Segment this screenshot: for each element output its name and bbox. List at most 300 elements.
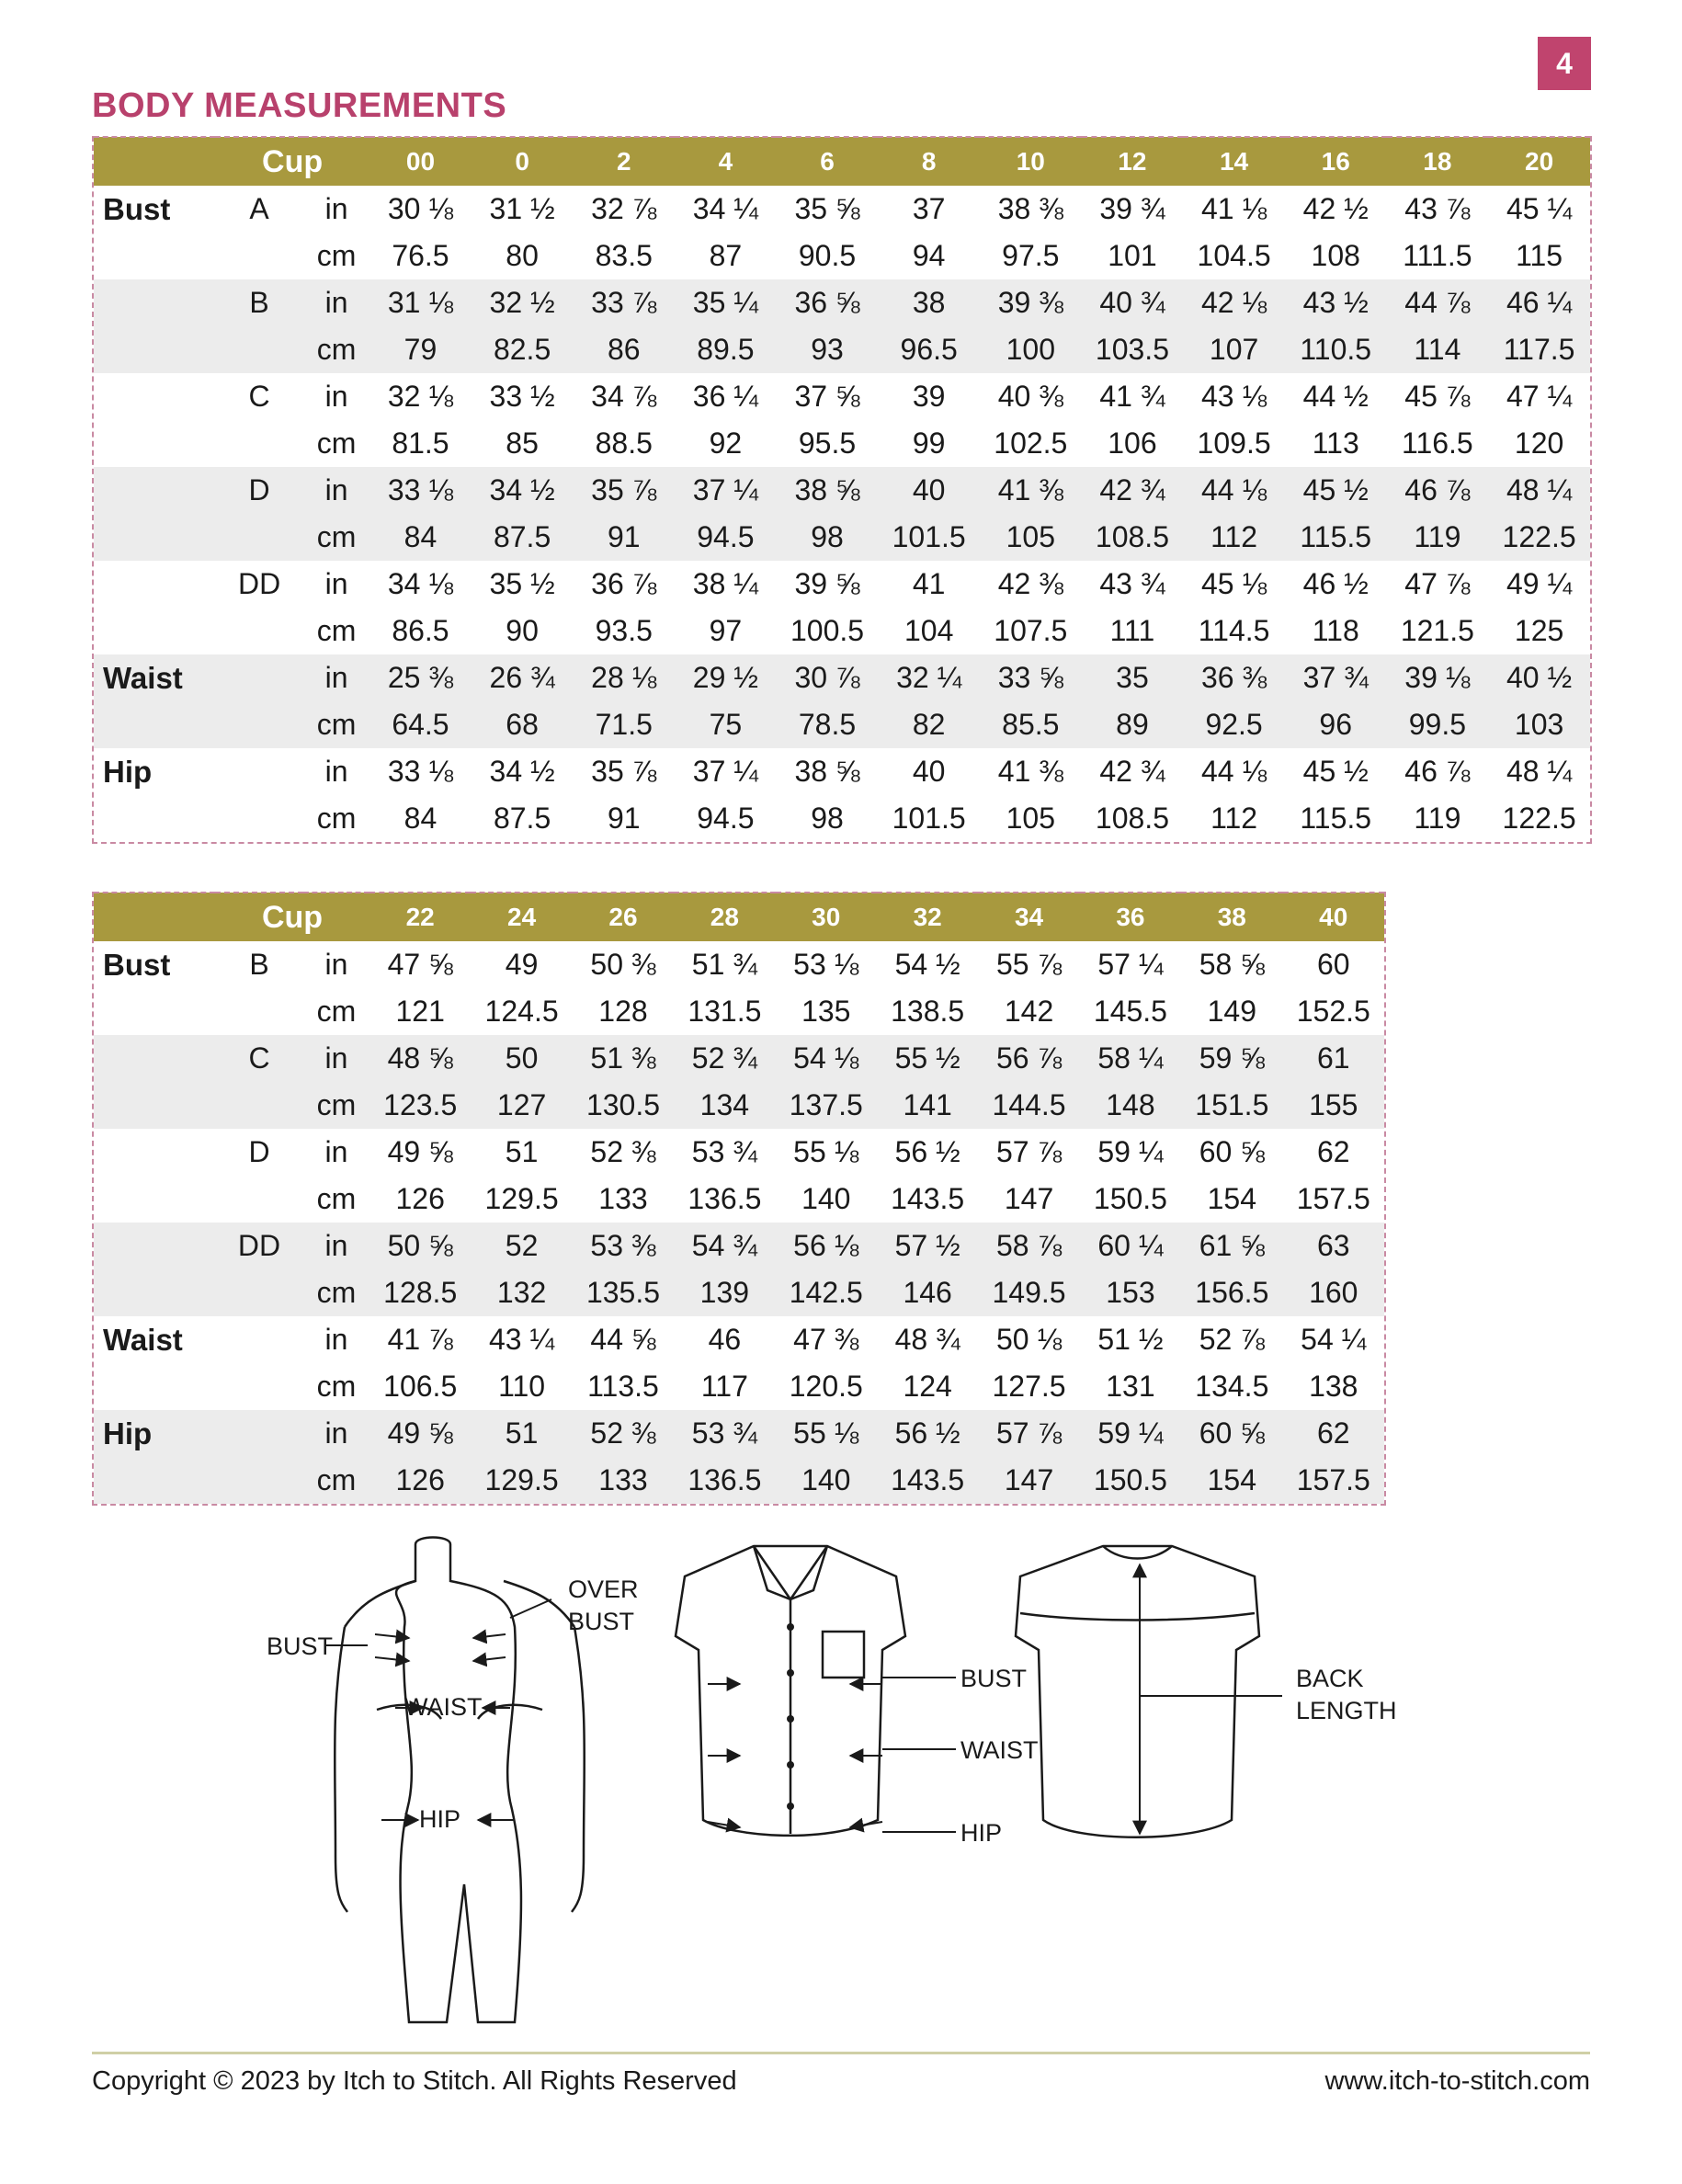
table-cell: 110.5	[1300, 333, 1372, 366]
table-cell: 91	[607, 802, 641, 835]
table-cell: 60 ¼	[1097, 1229, 1164, 1262]
table-cell: 95.5	[798, 427, 857, 460]
table-cell: 54 ½	[894, 948, 960, 981]
table-cell: 50	[505, 1041, 539, 1075]
table-cell: 45 ¼	[1506, 192, 1573, 225]
table-cell: 42 ⅛	[1201, 286, 1267, 319]
unit-label: in	[324, 1135, 348, 1168]
table-cell: 150.5	[1093, 1463, 1167, 1496]
table-cell: 59 ¼	[1097, 1416, 1164, 1450]
table-cell: 149	[1207, 995, 1257, 1028]
table-cell: 37 ¾	[1302, 661, 1369, 694]
table-cell: 59 ⅝	[1199, 1041, 1265, 1075]
table-cell: 93	[811, 333, 844, 366]
unit-label: in	[324, 755, 348, 788]
table-cell: 41 ⅞	[387, 1323, 453, 1356]
label-body-bust: BUST	[267, 1632, 334, 1660]
unit-label: cm	[316, 1276, 357, 1309]
table-cell: 85	[506, 427, 539, 460]
table-cell: 101.5	[892, 520, 966, 553]
table-row	[94, 1410, 1384, 1457]
table-cell: 37 ¼	[692, 473, 758, 506]
table-cell: 149.5	[992, 1276, 1066, 1309]
table-cell: 32 ¼	[896, 661, 962, 694]
table-cell: 32 ½	[489, 286, 555, 319]
table-cell: 40	[912, 755, 946, 788]
table-cell: 53 ⅛	[793, 948, 859, 981]
table-cell: 50 ⅝	[387, 1229, 453, 1262]
table-cell: 129.5	[484, 1182, 559, 1215]
table-row	[94, 467, 1590, 514]
table-cell: 44 ⅞	[1404, 286, 1471, 319]
measure-label	[94, 1129, 215, 1176]
table-cell: 129.5	[484, 1463, 559, 1496]
label-shirt-bust: BUST	[960, 1665, 1028, 1692]
header-size: 28	[674, 893, 775, 941]
cup-label	[215, 1363, 303, 1410]
table-cell: 45 ⅛	[1201, 567, 1267, 600]
table-row	[94, 1129, 1384, 1176]
table-cell: 32 ⅛	[387, 380, 454, 413]
table-cell: 84	[403, 802, 438, 835]
table-cell: 38	[912, 286, 946, 319]
table-cell: 42 ¾	[1099, 473, 1165, 506]
header-size: 26	[573, 893, 674, 941]
size-table-00-20	[94, 136, 1590, 842]
table-row	[94, 561, 1590, 608]
table-cell: 38 ⅝	[794, 755, 860, 788]
table-cell: 133	[598, 1182, 648, 1215]
cup-label: B	[249, 286, 269, 319]
table-cell: 64.5	[392, 708, 449, 741]
table-cell: 89.5	[697, 333, 755, 366]
measure-label	[94, 233, 215, 279]
table-cell: 135	[801, 995, 851, 1028]
measure-label: Hip	[103, 1416, 153, 1450]
table-cell: 90	[506, 614, 539, 647]
header-size: 00	[369, 137, 472, 186]
table-cell: 50 ⅜	[590, 948, 656, 981]
unit-label: cm	[316, 1182, 357, 1215]
measure-label	[94, 988, 215, 1035]
table-cell: 46 ⅞	[1404, 473, 1471, 506]
table-cell: 121	[395, 995, 445, 1028]
table-cell: 42 ½	[1302, 192, 1369, 225]
measure-label	[94, 420, 215, 467]
table-cell: 147	[1004, 1182, 1054, 1215]
unit-label: cm	[316, 614, 357, 647]
table-cell: 124	[903, 1370, 952, 1403]
table-cell: 88.5	[595, 427, 653, 460]
unit-label: cm	[316, 802, 357, 835]
table-cell: 117.5	[1503, 333, 1575, 366]
table-cell: 121.5	[1400, 614, 1474, 647]
label-back-length-2: LENGTH	[1296, 1697, 1397, 1724]
table-cell: 115.5	[1300, 520, 1372, 553]
table-cell: 87.5	[493, 520, 551, 553]
unit-label: in	[324, 1323, 348, 1356]
table-row	[94, 795, 1590, 842]
table-cell: 31 ⅛	[387, 286, 454, 319]
table-cell: 44 ⅛	[1201, 755, 1267, 788]
table-cell: 40 ½	[1506, 661, 1573, 694]
unit-label: cm	[316, 995, 357, 1028]
table-cell: 25 ⅜	[387, 661, 454, 694]
table-cell: 62	[1316, 1416, 1350, 1450]
measure-label	[94, 701, 215, 748]
unit-label: in	[324, 1416, 348, 1450]
table-cell: 26 ¾	[489, 661, 555, 694]
shirt-back-figure	[1016, 1546, 1259, 1837]
table-cell: 153	[1106, 1276, 1155, 1309]
table-cell: 122.5	[1502, 520, 1576, 553]
table-row	[94, 1223, 1384, 1269]
table-cell: 99	[912, 427, 946, 460]
measure-label	[94, 1223, 215, 1269]
table-cell: 155	[1309, 1088, 1358, 1121]
table-cell: 36 ⅞	[591, 567, 657, 600]
measure-label: Bust	[103, 191, 171, 226]
table-cell: 56 ½	[894, 1416, 960, 1450]
table-cell: 43 ¼	[489, 1323, 555, 1356]
table-row	[94, 420, 1590, 467]
table-cell: 34 ¼	[692, 192, 758, 225]
table-cell: 52 ⅜	[590, 1416, 656, 1450]
table-cell: 58 ⅝	[1199, 948, 1265, 981]
unit-label: cm	[316, 239, 357, 272]
cup-label: D	[248, 473, 270, 506]
table-cell: 113.5	[587, 1370, 659, 1403]
website-link[interactable]: www.itch-to-stitch.com	[1324, 2066, 1590, 2096]
table-cell: 85.5	[1002, 708, 1060, 741]
table-cell: 75	[709, 708, 743, 741]
table-cell: 101.5	[892, 802, 966, 835]
table-cell: 39	[912, 380, 946, 413]
table-cell: 51 ¾	[691, 948, 757, 981]
cup-label	[215, 233, 303, 279]
header-cup: Cup	[215, 137, 369, 186]
header-size: 16	[1285, 137, 1387, 186]
cup-label: B	[249, 948, 269, 981]
table-cell: 49 ¼	[1506, 567, 1573, 600]
table-cell: 42 ¾	[1099, 755, 1165, 788]
unit-label: cm	[316, 1370, 357, 1403]
table-cell: 51	[505, 1416, 539, 1450]
table-cell: 154	[1207, 1463, 1257, 1496]
table-cell: 35 ½	[489, 567, 555, 600]
table-cell: 84	[403, 520, 438, 553]
header-size: 40	[1283, 893, 1384, 941]
table-cell: 82.5	[493, 333, 551, 366]
measurement-table-2	[92, 892, 1386, 1506]
table-cell: 57 ¼	[1097, 948, 1164, 981]
table-cell: 54 ¾	[691, 1229, 757, 1262]
table-cell: 128.5	[383, 1276, 458, 1309]
table-cell: 120.5	[789, 1370, 863, 1403]
table-cell: 55 ⅛	[793, 1135, 859, 1168]
table-cell: 140	[801, 1182, 851, 1215]
header-size: 4	[675, 137, 777, 186]
measure-label	[94, 326, 215, 373]
table-cell: 33 ½	[489, 380, 555, 413]
table-cell: 47 ⅜	[793, 1323, 859, 1356]
cup-label: C	[248, 1041, 270, 1075]
unit-label: in	[324, 1041, 348, 1075]
table-cell: 36 ⅜	[1201, 661, 1267, 694]
footer-divider	[92, 2052, 1590, 2054]
unit-label: in	[324, 661, 348, 694]
measure-label: Bust	[103, 947, 171, 982]
table-cell: 59 ¼	[1097, 1135, 1164, 1168]
table-cell: 114	[1414, 333, 1461, 366]
table-cell: 160	[1309, 1276, 1358, 1309]
table-cell: 141	[903, 1088, 952, 1121]
label-body-hip: HIP	[419, 1805, 461, 1833]
label-over-bust-2: BUST	[568, 1608, 635, 1635]
table-cell: 44 ½	[1302, 380, 1369, 413]
table-cell: 55 ½	[894, 1041, 960, 1075]
measure-label: Hip	[103, 754, 153, 789]
table-cell: 114.5	[1198, 614, 1270, 647]
table-cell: 107	[1209, 333, 1259, 366]
table-cell: 96.5	[900, 333, 958, 366]
table-cell: 131.5	[688, 995, 762, 1028]
table-cell: 58 ¼	[1097, 1041, 1164, 1075]
table-cell: 119	[1414, 520, 1461, 553]
table-cell: 135.5	[585, 1276, 661, 1309]
header-measure-blank	[94, 137, 215, 186]
table-cell: 79	[403, 333, 438, 366]
measure-label	[94, 608, 215, 654]
table-cell: 32 ⅞	[591, 192, 657, 225]
cup-label	[215, 326, 303, 373]
table-cell: 43 ⅞	[1404, 192, 1471, 225]
table-cell: 98	[811, 802, 844, 835]
table-cell: 154	[1207, 1182, 1257, 1215]
table-cell: 52 ¾	[691, 1041, 757, 1075]
header-size: 34	[978, 893, 1079, 941]
table-row	[94, 373, 1590, 420]
table-row	[94, 1176, 1384, 1223]
table-cell: 110	[498, 1370, 546, 1403]
table-cell: 136.5	[688, 1463, 762, 1496]
table-cell: 136.5	[688, 1182, 762, 1215]
table-cell: 91	[607, 520, 641, 553]
table-cell: 138	[1309, 1370, 1358, 1403]
table-cell: 124.5	[484, 995, 559, 1028]
table-cell: 100.5	[790, 614, 865, 647]
table-cell: 101	[1108, 239, 1157, 272]
table-cell: 45 ½	[1302, 755, 1369, 788]
unit-label: cm	[316, 708, 357, 741]
table-cell: 47 ⅞	[1404, 567, 1471, 600]
table-row	[94, 1363, 1384, 1410]
table-row	[94, 988, 1384, 1035]
header-size: 32	[877, 893, 978, 941]
table-cell: 87.5	[493, 802, 551, 835]
table-cell: 76.5	[392, 239, 449, 272]
table-row	[94, 941, 1384, 988]
table-cell: 55 ⅞	[995, 948, 1063, 981]
table-cell: 30 ⅛	[387, 192, 454, 225]
measure-label	[94, 1269, 215, 1316]
page-title: BODY MEASUREMENTS	[92, 86, 507, 125]
header-size: 36	[1080, 893, 1181, 941]
header-cup: Cup	[215, 893, 369, 941]
table-cell: 119	[1414, 802, 1461, 835]
unit-label: cm	[316, 427, 357, 460]
table-cell: 46 ½	[1302, 567, 1369, 600]
table-cell: 42 ⅜	[997, 567, 1063, 600]
table-cell: 157.5	[1296, 1463, 1370, 1496]
table-cell: 127	[496, 1088, 547, 1121]
table-cell: 60 ⅝	[1199, 1135, 1265, 1168]
header-size: 10	[980, 137, 1082, 186]
table-cell: 38 ⅝	[794, 473, 860, 506]
shirt-front-arrows	[708, 1678, 956, 1832]
table-cell: 125	[1514, 614, 1564, 647]
table-cell: 52 ⅜	[590, 1135, 656, 1168]
table-cell: 80	[506, 239, 539, 272]
table-cell: 105	[1006, 520, 1055, 553]
table-cell: 120	[1514, 427, 1564, 460]
unit-label: in	[324, 380, 348, 413]
table-cell: 52 ⅞	[1199, 1323, 1265, 1356]
table-cell: 35 ⅞	[591, 755, 657, 788]
table-cell: 41 ¾	[1099, 380, 1165, 413]
header-size: 12	[1082, 137, 1184, 186]
table-cell: 34 ⅛	[387, 567, 454, 600]
table-cell: 48 ⅝	[387, 1041, 453, 1075]
unit-label: in	[324, 286, 348, 319]
table-cell: 98	[811, 520, 844, 553]
table-cell: 97	[709, 614, 743, 647]
measure-label	[94, 795, 215, 842]
header-size: 18	[1387, 137, 1489, 186]
table-cell: 111.5	[1403, 239, 1472, 272]
table-cell: 43 ⅛	[1201, 380, 1267, 413]
table-cell: 104	[904, 614, 954, 647]
table-cell: 47 ⅝	[387, 948, 453, 981]
table-cell: 112	[1210, 802, 1258, 835]
table-row	[94, 748, 1590, 795]
unit-label: in	[324, 473, 348, 506]
measure-label	[94, 1082, 215, 1129]
table-cell: 126	[395, 1463, 445, 1496]
table-cell: 49 ⅝	[387, 1135, 453, 1168]
table-cell: 54 ⅛	[793, 1041, 859, 1075]
label-shirt-hip: HIP	[960, 1819, 1003, 1847]
table-cell: 57 ⅞	[995, 1416, 1063, 1450]
table-cell: 90.5	[798, 239, 857, 272]
table-cell: 122.5	[1502, 802, 1576, 835]
table-cell: 53 ¾	[691, 1135, 757, 1168]
cup-label: D	[248, 1135, 270, 1168]
table-cell: 140	[801, 1463, 851, 1496]
table-cell: 63	[1316, 1229, 1350, 1262]
table-cell: 62	[1316, 1135, 1350, 1168]
table-cell: 107.5	[994, 614, 1068, 647]
cup-label: C	[248, 380, 270, 413]
table-cell: 44 ⅛	[1201, 473, 1267, 506]
unit-label: in	[324, 567, 348, 600]
cup-label	[215, 1316, 303, 1363]
table-cell: 38 ⅜	[997, 192, 1063, 225]
table-cell: 99.5	[1408, 708, 1466, 741]
table-row	[94, 326, 1590, 373]
cup-label	[215, 514, 303, 561]
table-cell: 130.5	[585, 1088, 661, 1121]
table-cell: 40 ⅜	[997, 380, 1063, 413]
table-cell: 33 ⅞	[591, 286, 657, 319]
table-cell: 34 ½	[489, 473, 555, 506]
header-size: 22	[369, 893, 471, 941]
table-cell: 56 ½	[894, 1135, 960, 1168]
table-cell: 112	[1210, 520, 1258, 553]
cup-label	[215, 654, 303, 701]
table-cell: 39 ⅛	[1404, 661, 1471, 694]
header-measure-blank	[94, 893, 215, 941]
table-cell: 60	[1316, 948, 1350, 981]
cup-label	[215, 1457, 303, 1504]
unit-label: cm	[316, 1088, 357, 1121]
table-cell: 97.5	[1002, 239, 1060, 272]
table-cell: 31 ½	[489, 192, 555, 225]
table-cell: 35 ¼	[692, 286, 758, 319]
table-cell: 52	[505, 1229, 539, 1262]
table-cell: 108	[1311, 239, 1360, 272]
table-cell: 36 ⅝	[794, 286, 860, 319]
cup-label	[215, 1082, 303, 1129]
table-cell: 57 ⅞	[995, 1135, 1063, 1168]
table-cell: 29 ½	[692, 661, 758, 694]
measure-label: Waist	[103, 1322, 183, 1357]
copyright-text: Copyright © 2023 by Itch to Stitch. All Rights Reserved	[92, 2066, 737, 2096]
header-size: 24	[471, 893, 572, 941]
table-cell: 89	[1116, 708, 1149, 741]
table-cell: 123.5	[383, 1088, 458, 1121]
table-cell: 151.5	[1195, 1088, 1269, 1121]
cup-label	[215, 1176, 303, 1223]
unit-label: in	[324, 1229, 348, 1262]
table-cell: 51 ⅜	[590, 1041, 656, 1075]
table-cell: 40	[912, 473, 946, 506]
table-cell: 83.5	[595, 239, 653, 272]
body-figure	[335, 1538, 585, 2023]
table-cell: 71.5	[595, 708, 653, 741]
table-row	[94, 279, 1590, 326]
table-cell: 106	[1108, 427, 1157, 460]
cup-label: DD	[237, 1229, 281, 1262]
cup-label	[215, 795, 303, 842]
table-cell: 30 ⅞	[794, 661, 860, 694]
unit-label: in	[324, 948, 348, 981]
table-cell: 137.5	[789, 1088, 863, 1121]
measure-label	[94, 279, 215, 326]
table-cell: 138.5	[891, 995, 965, 1028]
table-row	[94, 608, 1590, 654]
table-cell: 93.5	[595, 614, 653, 647]
measure-label	[94, 1363, 215, 1410]
table-cell: 147	[1004, 1463, 1054, 1496]
header-size: 14	[1183, 137, 1285, 186]
table-cell: 60 ⅝	[1199, 1416, 1265, 1450]
table-row	[94, 654, 1590, 701]
table-cell: 41 ⅛	[1201, 192, 1267, 225]
table-cell: 82	[912, 708, 946, 741]
table-cell: 127.5	[992, 1370, 1066, 1403]
table-cell: 55 ⅛	[793, 1416, 859, 1450]
